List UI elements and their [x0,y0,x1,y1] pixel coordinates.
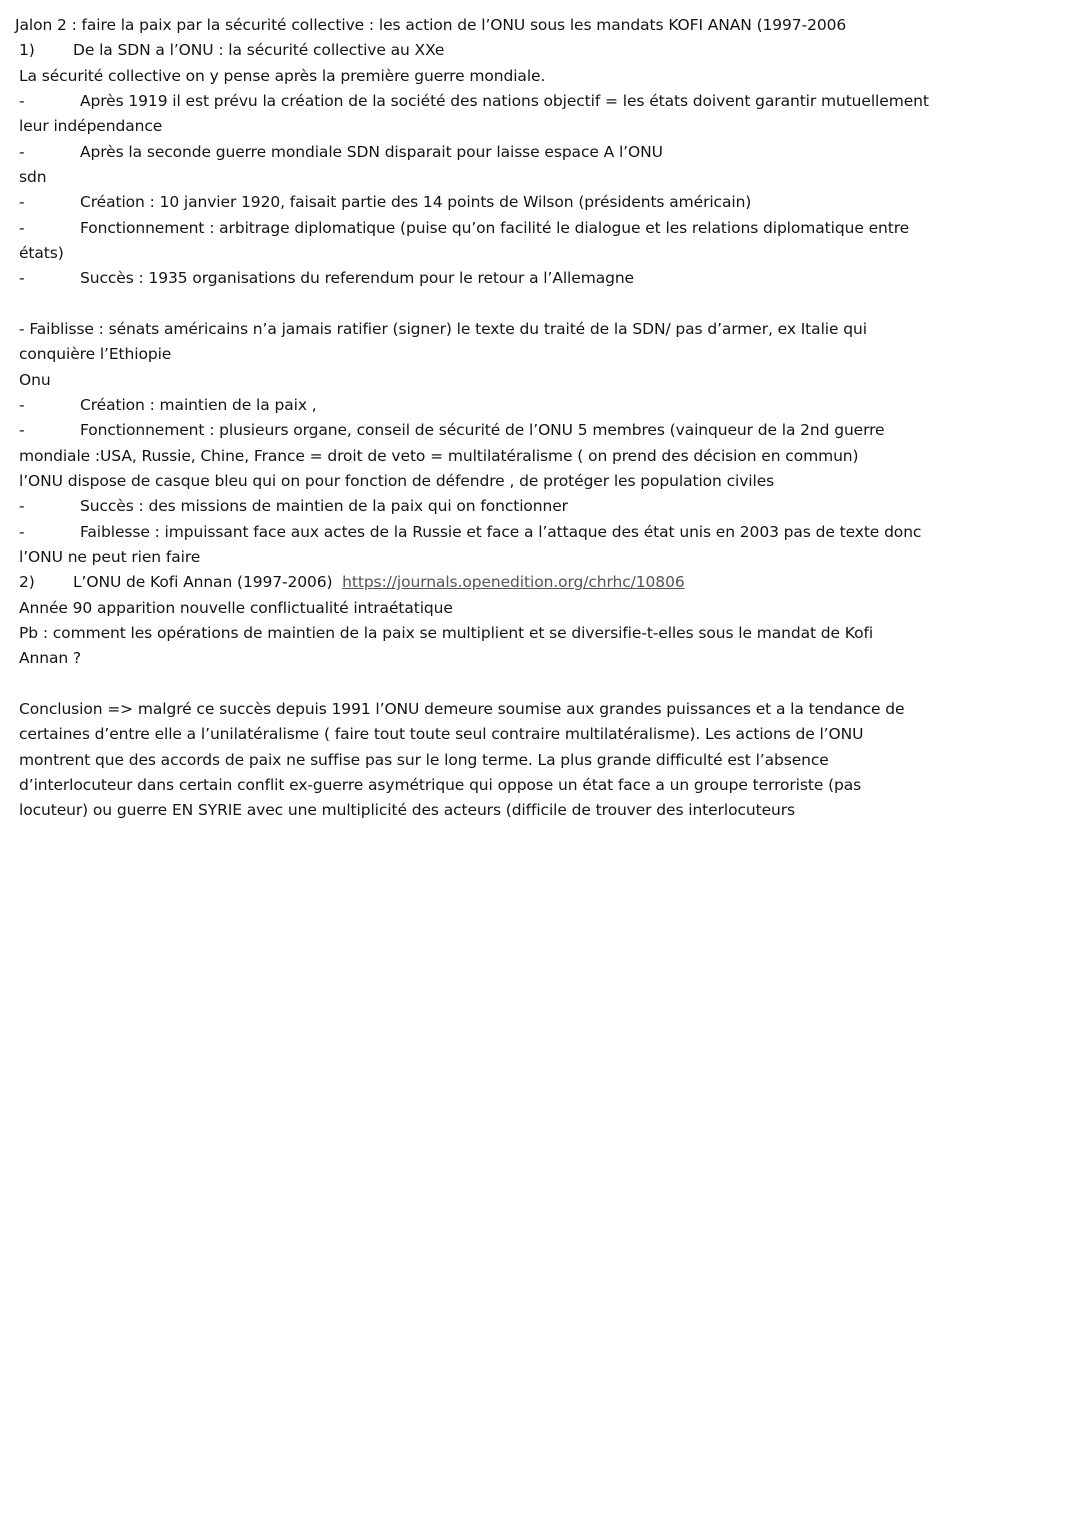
sdn-faiblesse: - Faiblisse : sénats américains n’a jamais ratifier (signer) le texte du traité de la SDN/ pas d’armer, ex Italie qui [19,320,867,338]
conclusion-line-1: Conclusion => malgré ce succès depuis 1991 l’ONU demeure soumise aux grandes puissances et a la tendance de [19,700,905,718]
sdn-creation: - Création : 10 janvier 1920, faisait partie des 14 points de Wilson (présidents américain) [19,193,752,211]
onu-faiblesse-continued: l’ONU ne peut rien faire [19,548,201,566]
onu-succes: - Succès : des missions de maintien de la paix qui on fonctionner [19,497,568,515]
problematique: Pb : comment les opérations de maintien de la paix se multiplient et se diversifie-t-elles sous le mandat de Kofi [19,624,874,642]
sdn-fonctionnement-continued: états) [19,244,64,262]
conclusion-line-2: certaines d’entre elle a l’unilatéralisme ( faire tout toute seul contraire multilatéralisme). Les actions de l’ONU [19,725,864,743]
bullet-1919: - Après 1919 il est prévu la création de la société des nations objectif = les états doivent garantir mutuellement [19,92,929,110]
section-2-heading: 2) L’ONU de Kofi Annan (1997-2006) https://journals.openedition.org/chrhc/10806 [19,573,685,591]
sdn-fonctionnement: - Fonctionnement : arbitrage diplomatique (puise qu’on facilité le dialogue et les relations diplomatique entre [19,219,910,237]
onu-faiblesse: - Faiblesse : impuissant face aux actes de la Russie et face a l’attaque des état unis en 2003 pas de texte donc [19,523,922,541]
onu-fonctionnement-continued-2: l’ONU dispose de casque bleu qui on pour fonction de défendre , de protéger les population civiles [19,472,775,490]
onu-fonctionnement: - Fonctionnement : plusieurs organe, conseil de sécurité de l’ONU 5 membres (vainqueur de la 2nd guerre [19,421,885,439]
intro-text: La sécurité collective on y pense après la première guerre mondiale. [19,67,546,85]
onu-fonctionnement-continued-1: mondiale :USA, Russie, Chine, France = droit de veto = multilatéralisme ( on prend des décision en commun) [19,447,859,465]
bullet-post-war: - Après la seconde guerre mondiale SDN disparait pour laisse espace A l’ONU [19,143,663,161]
section-1-heading: 1) De la SDN a l’ONU : la sécurité collective au XXe [19,41,445,59]
conclusion-line-5: locuteur) ou guerre EN SYRIE avec une multiplicité des acteurs (difficile de trouver des interlocuteurs [19,801,795,819]
sdn-label: sdn [19,168,47,186]
sdn-succes: - Succès : 1935 organisations du referendum pour le retour a l’Allemagne [19,269,634,287]
bullet-1919-continued: leur indépendance [19,117,163,135]
annee-90-text: Année 90 apparition nouvelle conflictualité intraétatique [19,599,453,617]
source-link[interactable]: https://journals.openedition.org/chrhc/10806 [342,573,685,591]
sdn-faiblesse-continued: conquière l’Ethiopie [19,345,172,363]
onu-label: Onu [19,371,51,389]
problematique-continued: Annan ? [19,649,82,667]
conclusion-line-4: d’interlocuteur dans certain conflit ex-guerre asymétrique qui oppose un état face a un groupe terroriste (pas [19,776,862,794]
document-title: Jalon 2 : faire la paix par la sécurité collective : les action de l’ONU sous les mandats KOFI ANAN (1997-2006 [15,16,847,34]
conclusion-line-3: montrent que des accords de paix ne suffise pas sur le long terme. La plus grande difficulté est l’absence [19,751,829,769]
onu-creation: - Création : maintien de la paix , [19,396,317,414]
